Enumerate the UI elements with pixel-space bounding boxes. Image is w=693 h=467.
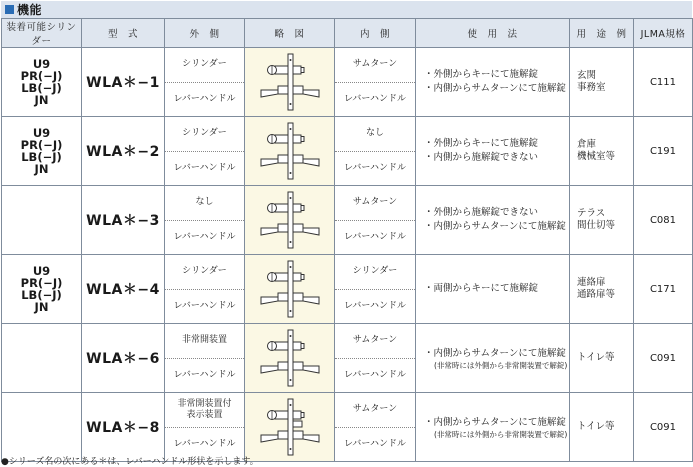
usage-cell xyxy=(416,48,570,117)
usage-line: ・内側からサムターンにて施解錠 xyxy=(424,347,566,359)
series-cell xyxy=(2,186,82,255)
usage-line: ・内側から施解錠できない xyxy=(424,152,539,163)
usage-line: ・内側からサムターンにて施解錠 xyxy=(424,221,566,232)
example-line: テラス xyxy=(577,208,606,219)
section-title-bar xyxy=(1,1,692,18)
usage-cell xyxy=(416,117,570,186)
table-row xyxy=(2,393,693,462)
inner-cell xyxy=(335,186,416,255)
example-line: 間仕切等 xyxy=(577,220,616,231)
series-name: PR(−J) xyxy=(20,276,63,290)
usage-cell xyxy=(416,393,570,462)
outer-top: なし xyxy=(165,186,244,221)
inner-cell xyxy=(335,48,416,117)
example-cell xyxy=(570,186,634,255)
inner-top: サムターン xyxy=(335,48,415,83)
table-row xyxy=(2,117,693,186)
usage-cell xyxy=(416,255,570,324)
jlma-cell: C081 xyxy=(634,186,693,255)
usage-line: ・外側からキーにて施解錠 xyxy=(424,138,539,149)
jlma-cell: C091 xyxy=(634,324,693,393)
series-cell xyxy=(2,48,82,117)
series-name: LB(−J) xyxy=(21,150,62,164)
jlma-cell: C191 xyxy=(634,117,693,186)
header-inner: 内 側 xyxy=(335,19,416,48)
header-example: 用 途 例 xyxy=(570,19,634,48)
outer-cell xyxy=(165,255,245,324)
series-name: U9 xyxy=(32,264,51,278)
inner-cell xyxy=(335,324,416,393)
inner-top: サムターン xyxy=(335,324,415,359)
diagram-cell xyxy=(245,48,335,117)
example-cell xyxy=(570,393,634,462)
jlma-cell: C091 xyxy=(634,393,693,462)
inner-cell xyxy=(335,117,416,186)
header-outer: 外 側 xyxy=(165,19,245,48)
usage-note: (非常時には外側から非常開装置で解錠) xyxy=(434,429,568,439)
outer-cell xyxy=(165,186,245,255)
outer-top: シリンダー xyxy=(165,117,244,152)
model-cell: WLA＊−2 xyxy=(82,117,165,186)
header-jlma: JLMA規格 xyxy=(634,19,693,48)
section-title: 機能 xyxy=(17,3,43,17)
example-line: 連絡扉 xyxy=(577,277,606,288)
usage-line: ・両側からキーにて施解錠 xyxy=(424,283,539,294)
usage-note: (非常時には外側から非常開装置で解錠) xyxy=(434,360,568,370)
inner-bottom: レバーハンドル xyxy=(344,162,406,173)
inner-top: サムターン xyxy=(335,393,415,428)
lock-diagram-icon xyxy=(255,328,325,388)
table-row xyxy=(2,48,693,117)
lock-diagram-icon xyxy=(255,397,325,457)
lock-diagram-icon xyxy=(255,259,325,319)
example-line: 倉庫 xyxy=(577,139,597,150)
usage-cell xyxy=(416,324,570,393)
header-usage: 使 用 法 xyxy=(416,19,570,48)
table-header-row xyxy=(2,19,693,48)
outer-top: シリンダー xyxy=(165,48,244,83)
lock-diagram-icon xyxy=(255,190,325,250)
diagram-cell xyxy=(245,393,335,462)
series-name: LB(−J) xyxy=(21,288,62,302)
model-cell: WLA＊−1 xyxy=(82,48,165,117)
outer-bottom: レバーハンドル xyxy=(173,231,236,242)
model-cell: WLA＊−8 xyxy=(82,393,165,462)
example-line: 通路扉等 xyxy=(577,289,616,300)
header-model: 型 式 xyxy=(82,19,165,48)
usage-cell xyxy=(416,186,570,255)
outer-top: 非常開装置付 表示装置 xyxy=(165,393,244,428)
example-cell xyxy=(570,117,634,186)
inner-bottom: レバーハンドル xyxy=(344,300,406,311)
model-cell: WLA＊−6 xyxy=(82,324,165,393)
example-line: 事務室 xyxy=(577,82,606,93)
example-line: トイレ等 xyxy=(577,352,615,363)
function-table xyxy=(1,18,693,462)
example-cell xyxy=(570,324,634,393)
jlma-cell: C111 xyxy=(634,48,693,117)
outer-bottom: レバーハンドル xyxy=(173,438,236,449)
outer-bottom: レバーハンドル xyxy=(173,162,236,173)
inner-top: サムターン xyxy=(335,186,415,221)
footnote: ●シリーズ名の次にある＊は、レバーハンドル形状を示します。 xyxy=(1,457,259,467)
inner-bottom: レバーハンドル xyxy=(344,231,406,242)
inner-cell xyxy=(335,255,416,324)
series-name: PR(−J) xyxy=(20,138,63,152)
header-diagram: 略 図 xyxy=(245,19,335,48)
series-cell xyxy=(2,117,82,186)
diagram-cell xyxy=(245,324,335,393)
diagram-cell xyxy=(245,117,335,186)
outer-bottom: レバーハンドル xyxy=(173,369,236,380)
model-cell: WLA＊−4 xyxy=(82,255,165,324)
inner-bottom: レバーハンドル xyxy=(344,369,406,380)
example-line: トイレ等 xyxy=(577,421,615,432)
model-cell: WLA＊−3 xyxy=(82,186,165,255)
outer-cell xyxy=(165,324,245,393)
table-row xyxy=(2,324,693,393)
inner-cell xyxy=(335,393,416,462)
series-name: JN xyxy=(34,162,49,176)
title-marker-icon xyxy=(5,5,14,14)
series-name: JN xyxy=(34,300,49,314)
usage-line: ・外側からキーにて施解錠 xyxy=(424,69,539,80)
lock-diagram-icon xyxy=(255,121,325,181)
series-name: PR(−J) xyxy=(20,69,63,83)
inner-top: なし xyxy=(335,117,415,152)
example-cell xyxy=(570,255,634,324)
lock-diagram-icon xyxy=(255,52,325,112)
table-row xyxy=(2,186,693,255)
table-row xyxy=(2,255,693,324)
inner-bottom: レバーハンドル xyxy=(344,93,406,104)
usage-line: ・内側からサムターンにて施解錠 xyxy=(424,416,566,428)
usage-line: ・外側から施解錠できない xyxy=(424,207,539,218)
diagram-cell xyxy=(245,186,335,255)
series-name: U9 xyxy=(32,57,51,71)
usage-line: ・内側からサムターンにて施解錠 xyxy=(424,83,566,94)
jlma-cell: C171 xyxy=(634,255,693,324)
series-cell xyxy=(2,324,82,393)
series-name: U9 xyxy=(32,126,51,140)
inner-top: シリンダー xyxy=(335,255,415,290)
outer-cell xyxy=(165,48,245,117)
example-cell xyxy=(570,48,634,117)
outer-top: シリンダー xyxy=(165,255,244,290)
series-name: JN xyxy=(34,93,49,107)
example-line: 機械室等 xyxy=(577,151,616,162)
diagram-cell xyxy=(245,255,335,324)
series-name: LB(−J) xyxy=(21,81,62,95)
outer-cell xyxy=(165,117,245,186)
inner-bottom: レバーハンドル xyxy=(344,438,406,449)
example-line: 玄関 xyxy=(577,70,597,81)
outer-bottom: レバーハンドル xyxy=(173,300,236,311)
outer-bottom: レバーハンドル xyxy=(173,93,236,104)
outer-top: 非常開装置 xyxy=(165,324,244,359)
outer-cell xyxy=(165,393,245,462)
series-cell xyxy=(2,255,82,324)
header-series: 装着可能シリンダー xyxy=(2,19,82,48)
series-cell xyxy=(2,393,82,462)
